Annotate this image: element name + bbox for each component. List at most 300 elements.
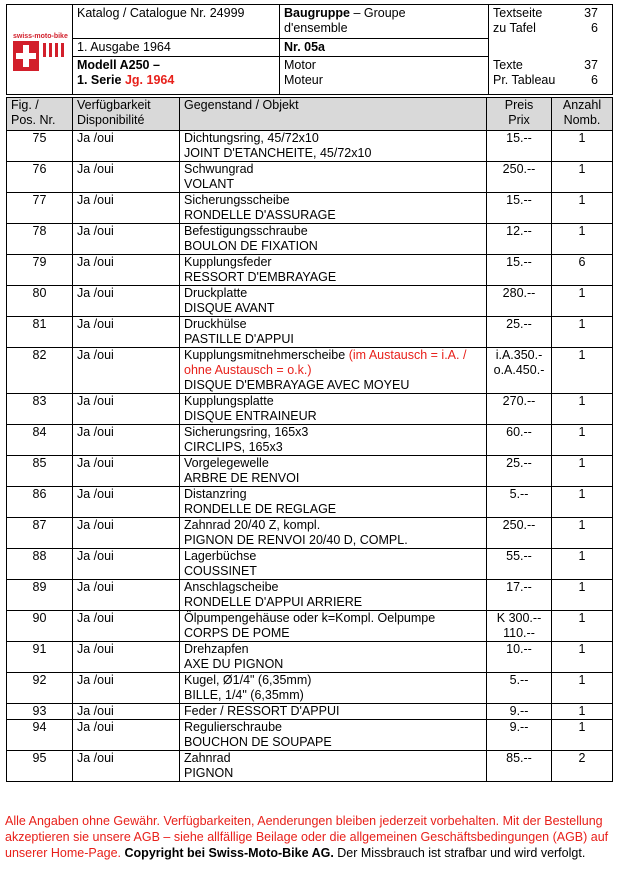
price-cell	[487, 348, 552, 394]
logo-text: swiss-moto-bike	[13, 33, 68, 40]
pos-number: 77	[32, 193, 47, 207]
table-row	[7, 224, 613, 255]
pos-number: 78	[32, 224, 47, 238]
texte-cell	[489, 57, 613, 95]
price-value: 250.--	[502, 162, 536, 176]
availability-value: Ja /oui	[77, 162, 114, 176]
availability-value: Ja /oui	[77, 286, 114, 300]
table-row	[7, 580, 613, 611]
availability-cell	[73, 580, 180, 611]
table-row	[7, 286, 613, 317]
item-name-fr: DISQUE ENTRAINEUR	[184, 409, 317, 423]
col-header-pos	[7, 98, 73, 131]
item-name-de: Kugel, Ø1/4" (6,35mm)	[184, 673, 312, 687]
qty-value: 1	[578, 673, 586, 687]
qty-value: 1	[578, 487, 586, 501]
misuse-text: Der Missbrauch ist strafbar und wird verfolgt.	[337, 846, 586, 860]
model-line-1: Modell A250 –	[77, 58, 160, 72]
item-name-fr: BILLE, 1/4" (6,35mm)	[184, 688, 304, 702]
qty-cell	[552, 751, 613, 782]
qty-cell	[552, 255, 613, 286]
item-name-fr: DISQUE D'EMBRAYAGE AVEC MOYEU	[184, 378, 410, 392]
availability-cell	[73, 487, 180, 518]
availability-cell	[73, 611, 180, 642]
price-value: 55.--	[506, 549, 532, 563]
pos-cell	[7, 317, 73, 348]
price-value: 5.--	[509, 487, 529, 501]
item-name-de: Druckplatte	[184, 286, 248, 300]
pos-number: 92	[32, 673, 47, 687]
table-row	[7, 518, 613, 549]
availability-cell	[73, 456, 180, 487]
pos-number: 90	[32, 611, 47, 625]
texte-value: 37	[584, 57, 598, 72]
qty-value: 1	[578, 286, 586, 300]
qty-cell	[552, 193, 613, 224]
price-value: 85.--	[506, 751, 532, 765]
table-row	[7, 394, 613, 425]
item-cell	[180, 162, 487, 193]
price-value: 12.--	[506, 224, 532, 238]
item-name-de: Anschlagscheibe	[184, 580, 279, 594]
logo-cell	[7, 5, 73, 95]
item-name-fr: PIGNON DE RENVOI 20/40 D, COMPL.	[184, 533, 408, 547]
item-name-de: Sicherungsring, 165x3	[184, 425, 309, 439]
price-cell	[487, 394, 552, 425]
availability-cell	[73, 162, 180, 193]
qty-cell	[552, 673, 613, 704]
item-cell	[180, 394, 487, 425]
qty-cell	[552, 549, 613, 580]
availability-cell	[73, 642, 180, 673]
availability-cell	[73, 518, 180, 549]
item-name-fr: CORPS DE POME	[184, 626, 290, 640]
pos-cell	[7, 193, 73, 224]
catalog-header	[6, 4, 613, 95]
price-value: 10.--	[506, 642, 532, 656]
price-value: 17.--	[506, 580, 532, 594]
item-name-fr: BOUCHON DE SOUPAPE	[184, 735, 332, 749]
item-name-de: Regulierschraube	[184, 720, 282, 734]
qty-value: 1	[578, 611, 586, 625]
availability-cell	[73, 704, 180, 720]
availability-cell	[73, 286, 180, 317]
qty-value: 1	[578, 704, 586, 718]
pos-number: 83	[32, 394, 47, 408]
swiss-cross-icon	[13, 39, 39, 73]
item-name-fr: RONDELLE DE REGLAGE	[184, 502, 337, 516]
price-value: 280.--	[502, 286, 536, 300]
pos-cell	[7, 456, 73, 487]
item-cell	[180, 611, 487, 642]
col-header-avail-line1: Verfügbarkeit	[77, 98, 151, 112]
item-name-de: Vorgelegewelle	[184, 456, 269, 470]
pos-number: 84	[32, 425, 47, 439]
col-header-price-line1: Preis	[504, 98, 534, 112]
catalog-number-cell	[73, 5, 280, 39]
qty-cell	[552, 456, 613, 487]
availability-cell	[73, 673, 180, 704]
price-cell	[487, 162, 552, 193]
item-name-de: Kupplungsplatte	[184, 394, 274, 408]
item-cell	[180, 704, 487, 720]
availability-value: Ja /oui	[77, 580, 114, 594]
qty-value: 1	[578, 162, 586, 176]
item-note: (im Austausch = i.A. / ohne Austausch = o.k.)	[184, 348, 467, 377]
table-row	[7, 425, 613, 456]
group-label-cell	[280, 5, 489, 39]
item-name-fr: VOLANT	[184, 177, 235, 191]
pos-cell	[7, 224, 73, 255]
item-cell	[180, 673, 487, 704]
item-cell	[180, 224, 487, 255]
availability-cell	[73, 348, 180, 394]
swiss-moto-bike-logo	[13, 31, 75, 91]
availability-value: Ja /oui	[77, 611, 114, 625]
item-name-de: Kupplungsmitnehmerscheibe	[184, 348, 349, 362]
qty-value: 1	[578, 131, 586, 145]
item-name-de: Feder / RESSORT D'APPUI	[184, 704, 340, 718]
disclaimer-text: Alle Angaben ohne Gewähr. Verfügbarkeiten, Aenderungen bleiben jederzeit vorbehalten. Mit der Bestellung akzeptieren sie unsere AGB – siehe allfällige Beilage oder die allgemeinen Geschäftsbedingungen (AGB) auf unserer Home-Page.	[5, 814, 609, 860]
item-name-fr: RONDELLE D'APPUI ARRIERE	[184, 595, 363, 609]
item-name-de: Sicherungsscheibe	[184, 193, 290, 207]
group-label-rest: – Groupe	[349, 6, 406, 20]
item-name-de: Zahnrad 20/40 Z, kompl.	[184, 518, 321, 532]
qty-cell	[552, 642, 613, 673]
availability-value: Ja /oui	[77, 456, 114, 470]
item-name-de: Zahnrad	[184, 751, 231, 765]
price-value: 60.--	[506, 425, 532, 439]
table-row	[7, 487, 613, 518]
availability-value: Ja /oui	[77, 487, 114, 501]
item-cell	[180, 286, 487, 317]
col-header-qty-line2: Nomb.	[563, 113, 601, 127]
item-name-fr: PIGNON	[184, 766, 234, 780]
price-value: 15.--	[506, 193, 532, 207]
availability-value: Ja /oui	[77, 518, 114, 532]
table-row	[7, 131, 613, 162]
item-name-fr: RESSORT D'EMBRAYAGE	[184, 270, 337, 284]
price-cell	[487, 704, 552, 720]
item-cell	[180, 751, 487, 782]
group-nr-cell	[280, 39, 489, 57]
price-cell	[487, 611, 552, 642]
item-cell	[180, 255, 487, 286]
item-name-de: Ölpumpengehäuse oder k=Kompl. Oelpumpe	[184, 611, 436, 625]
availability-cell	[73, 193, 180, 224]
pos-cell	[7, 751, 73, 782]
pos-number: 86	[32, 487, 47, 501]
availability-cell	[73, 425, 180, 456]
item-cell	[180, 487, 487, 518]
pos-number: 88	[32, 549, 47, 563]
model-cell	[73, 57, 280, 95]
availability-value: Ja /oui	[77, 751, 114, 765]
pos-number: 82	[32, 348, 47, 362]
price-value: 25.--	[506, 317, 532, 331]
pos-number: 95	[32, 751, 47, 765]
item-name-fr: PASTILLE D'APPUI	[184, 332, 294, 346]
availability-value: Ja /oui	[77, 720, 114, 734]
stripes-icon	[43, 43, 73, 57]
pos-cell	[7, 611, 73, 642]
price-value: K 300.--	[496, 611, 542, 625]
table-row	[7, 720, 613, 751]
table-row	[7, 348, 613, 394]
price-value: 15.--	[506, 131, 532, 145]
availability-cell	[73, 255, 180, 286]
price-cell	[487, 518, 552, 549]
model-series: 1. Serie	[77, 73, 125, 87]
item-name-fr: RONDELLE D'ASSURAGE	[184, 208, 336, 222]
qty-cell	[552, 394, 613, 425]
col-header-avail-line2: Disponibilité	[77, 113, 145, 127]
availability-value: Ja /oui	[77, 425, 114, 439]
availability-cell	[73, 751, 180, 782]
group-name-fr: Moteur	[284, 73, 323, 87]
price-cell	[487, 193, 552, 224]
item-name-de: Drehzapfen	[184, 642, 249, 656]
group-name-de: Motor	[284, 58, 316, 72]
table-row	[7, 704, 613, 720]
table-row	[7, 642, 613, 673]
pos-cell	[7, 580, 73, 611]
availability-value: Ja /oui	[77, 394, 114, 408]
price-value: 270.--	[502, 394, 536, 408]
group-label-bold: Baugruppe	[284, 6, 350, 20]
item-name-de: Kupplungsfeder	[184, 255, 272, 269]
pos-cell	[7, 394, 73, 425]
availability-value: Ja /oui	[77, 642, 114, 656]
pos-cell	[7, 642, 73, 673]
pos-cell	[7, 549, 73, 580]
table-header-row	[7, 98, 613, 131]
availability-value: Ja /oui	[77, 549, 114, 563]
qty-cell	[552, 580, 613, 611]
item-name-fr: DISQUE AVANT	[184, 301, 275, 315]
item-name-fr: ARBRE DE RENVOI	[184, 471, 300, 485]
qty-value: 1	[578, 317, 586, 331]
textseite-cell	[489, 5, 613, 57]
qty-cell	[552, 286, 613, 317]
item-cell	[180, 580, 487, 611]
model-year: Jg. 1964	[124, 73, 175, 87]
availability-cell	[73, 394, 180, 425]
qty-cell	[552, 348, 613, 394]
qty-value: 1	[578, 394, 586, 408]
table-row	[7, 193, 613, 224]
col-header-qty-line1: Anzahl	[562, 98, 602, 112]
group-name-cell	[280, 57, 489, 95]
item-name-de: Lagerbüchse	[184, 549, 257, 563]
qty-cell	[552, 720, 613, 751]
pr-tableau-label: Pr. Tableau	[493, 72, 556, 87]
price-cell	[487, 580, 552, 611]
availability-cell	[73, 720, 180, 751]
availability-value: Ja /oui	[77, 131, 114, 145]
col-header-pos-line2: Pos. Nr.	[11, 113, 56, 127]
textseite-label: Textseite	[493, 6, 543, 20]
qty-value: 1	[578, 580, 586, 594]
item-cell	[180, 549, 487, 580]
group-number: Nr. 05a	[284, 40, 326, 54]
zu-tafel-value: 6	[591, 21, 598, 35]
qty-value: 1	[578, 348, 586, 362]
qty-cell	[552, 425, 613, 456]
qty-cell	[552, 317, 613, 348]
qty-cell	[552, 611, 613, 642]
zu-tafel-label: zu Tafel	[493, 21, 536, 35]
col-header-item	[180, 98, 487, 131]
qty-value: 1	[578, 720, 586, 734]
availability-value: Ja /oui	[77, 704, 114, 718]
qty-cell	[552, 704, 613, 720]
price-cell	[487, 549, 552, 580]
pos-cell	[7, 348, 73, 394]
item-name-de: Schwungrad	[184, 162, 254, 176]
footer-disclaimer	[5, 813, 615, 861]
pos-number: 75	[32, 131, 47, 145]
item-cell	[180, 348, 487, 394]
availability-value: Ja /oui	[77, 255, 114, 269]
price-cell	[487, 673, 552, 704]
pos-cell	[7, 425, 73, 456]
item-cell	[180, 642, 487, 673]
item-name-fr: AXE DU PIGNON	[184, 657, 284, 671]
price-value: 9.--	[509, 704, 529, 718]
table-row	[7, 751, 613, 782]
qty-value: 1	[578, 518, 586, 532]
item-name-fr: CIRCLIPS, 165x3	[184, 440, 283, 454]
table-row	[7, 162, 613, 193]
item-cell	[180, 456, 487, 487]
item-cell	[180, 193, 487, 224]
item-name-de: Distanzring	[184, 487, 247, 501]
qty-value: 1	[578, 425, 586, 439]
price-cell	[487, 642, 552, 673]
pos-number: 89	[32, 580, 47, 594]
parts-table	[6, 97, 613, 782]
qty-value: 1	[578, 193, 586, 207]
pos-number: 79	[32, 255, 47, 269]
item-name-fr: COUSSINET	[184, 564, 257, 578]
table-row	[7, 673, 613, 704]
pos-cell	[7, 673, 73, 704]
col-header-price	[487, 98, 552, 131]
item-cell	[180, 131, 487, 162]
pos-cell	[7, 162, 73, 193]
pos-cell	[7, 255, 73, 286]
pos-number: 87	[32, 518, 47, 532]
item-cell	[180, 518, 487, 549]
col-header-price-line2: Prix	[508, 113, 530, 127]
availability-value: Ja /oui	[77, 348, 114, 362]
qty-cell	[552, 487, 613, 518]
pos-cell	[7, 720, 73, 751]
price-cell	[487, 487, 552, 518]
qty-value: 2	[578, 751, 586, 765]
availability-cell	[73, 549, 180, 580]
col-header-pos-line1: Fig. /	[11, 98, 39, 112]
price-value: 15.--	[506, 255, 532, 269]
item-cell	[180, 720, 487, 751]
price-value: 9.--	[509, 720, 529, 734]
qty-value: 1	[578, 642, 586, 656]
price-value: i.A.350.-	[495, 348, 543, 362]
price-cell	[487, 317, 552, 348]
qty-value: 1	[578, 456, 586, 470]
table-row	[7, 317, 613, 348]
qty-value: 1	[578, 224, 586, 238]
col-header-item-label: Gegenstand / Objekt	[184, 98, 299, 112]
item-name-de: Dichtungsring, 45/72x10	[184, 131, 319, 145]
edition: 1. Ausgabe 1964	[77, 40, 171, 54]
availability-cell	[73, 317, 180, 348]
pos-cell	[7, 704, 73, 720]
item-cell	[180, 425, 487, 456]
pos-cell	[7, 131, 73, 162]
availability-value: Ja /oui	[77, 673, 114, 687]
availability-value: Ja /oui	[77, 193, 114, 207]
price-value-alt: 110.--	[503, 626, 535, 640]
price-cell	[487, 751, 552, 782]
group-label-line2: d'ensemble	[284, 21, 348, 35]
price-cell	[487, 131, 552, 162]
textseite-value: 37	[584, 6, 598, 20]
price-cell	[487, 720, 552, 751]
item-cell	[180, 317, 487, 348]
item-name-fr: BOULON DE FIXATION	[184, 239, 318, 253]
item-name-fr: JOINT D'ETANCHEITE, 45/72x10	[184, 146, 372, 160]
catalog-number: Katalog / Catalogue Nr. 24999	[77, 6, 245, 20]
pos-cell	[7, 487, 73, 518]
table-row	[7, 611, 613, 642]
pos-number: 80	[32, 286, 47, 300]
price-value: 250.--	[502, 518, 536, 532]
price-cell	[487, 286, 552, 317]
qty-cell	[552, 518, 613, 549]
pos-number: 81	[32, 317, 47, 331]
price-cell	[487, 456, 552, 487]
pr-tableau-value: 6	[591, 72, 598, 87]
qty-cell	[552, 131, 613, 162]
edition-cell	[73, 39, 280, 57]
qty-value: 1	[578, 549, 586, 563]
table-row	[7, 456, 613, 487]
pos-number: 94	[32, 720, 47, 734]
pos-cell	[7, 518, 73, 549]
qty-cell	[552, 224, 613, 255]
pos-number: 76	[32, 162, 47, 176]
qty-value: 6	[578, 255, 586, 269]
price-cell	[487, 425, 552, 456]
item-name-de: Druckhülse	[184, 317, 247, 331]
price-value: 5.--	[509, 673, 529, 687]
price-cell	[487, 224, 552, 255]
availability-value: Ja /oui	[77, 224, 114, 238]
col-header-qty	[552, 98, 613, 131]
pos-number: 85	[32, 456, 47, 470]
availability-cell	[73, 131, 180, 162]
texte-label: Texte	[493, 57, 523, 72]
qty-cell	[552, 162, 613, 193]
availability-cell	[73, 224, 180, 255]
price-cell	[487, 255, 552, 286]
price-value-alt: o.A.450.-	[493, 363, 545, 377]
price-value: 25.--	[506, 456, 532, 470]
col-header-availability	[73, 98, 180, 131]
copyright-text: Copyright bei Swiss-Moto-Bike AG.	[124, 846, 334, 860]
